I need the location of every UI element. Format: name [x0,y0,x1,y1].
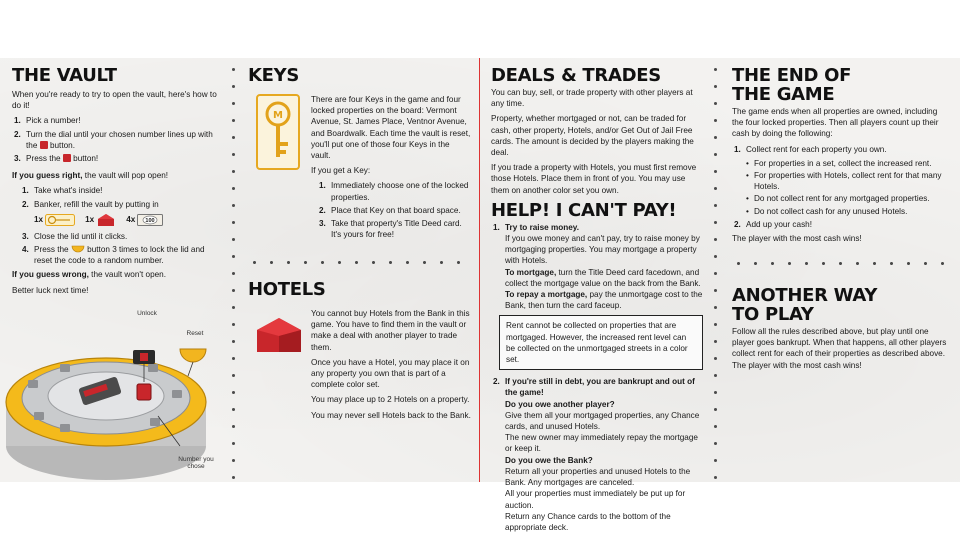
vault-substep-2: 2. Banker, refill the vault by putting in [22,199,159,209]
vault-illustration [0,306,225,482]
keys-step-2: 2. Place that Key on that board space. [319,205,461,215]
cantpay-title: HELP! I CAN'T PAY! [491,199,677,221]
end-steps-2 [732,219,947,230]
refill-items [34,213,217,227]
label-unlock: Unlock [137,310,157,317]
end-step-2: 2. Add up your cash! [734,219,812,229]
end-title: THE END OF THE GAME [732,65,852,105]
end-steps [732,144,947,155]
cantpay-step-2: 2. If you're still in debt, you are bankrupt and out of the game! Do you owe another player? Give them all your mortgaged properties, any Chance cards, and unused Hotels. The new owner may immediately repay the mortgage or keep it. Do you owe the Bank? Return all your properties and unused Hotels to the Bank. Any mortgages are canceled. All your properties must immediately be put up for auction. Return any Chance cards to the bottom of the appropriate deck. [493,377,700,532]
end-bullet-4: • Do not collect cash for any unused Hotels. [746,206,947,217]
svg-text:M: M [273,110,283,121]
reset-button-icon [71,245,85,253]
keys-para: There are four Keys in the game and four locked properties on the board: Vermont Avenue, St. James Place, Ventnor Avenue, and Boardwalk. Each time the vault is reset, you'll put one of those four Keys in the vault. [311,95,471,161]
dotted-divider-right [714,68,716,478]
hotels-p4: You may never sell Hotels back to the Bank. [311,410,471,420]
rulebook-spread [0,58,960,532]
key-card-image [256,94,300,170]
keys-if-get: If you get a Key: [311,166,371,176]
vault-substeps-cont [20,231,217,267]
keys-body [311,94,471,243]
red-button-icon [63,154,71,162]
cantpay-steps-2 [491,376,703,533]
another-section [732,286,947,375]
gold-key-icon [258,96,298,168]
vault-section [12,66,217,300]
vault-substep-1: 1. Take what's inside! [22,186,103,196]
end-step-1: 1. Collect rent for each property you own. [734,144,887,154]
label-number-you-chose: Number you chose [178,456,214,470]
red-button-icon [40,141,48,149]
vault-substep-3: 3. Close the lid until it clicks. [22,231,128,241]
cantpay-step-1: 1. Try to raise money. If you owe money and can't pay, try to raise money by mortgaging properties. You may mortgage a property with Hotels. To mortgage, turn the Title Deed card facedown, and collect the mortgage value on the back from the Bank. To repay a mortgage, pay the unmortgage cost to the Bank, then turn the card faceup. [493,222,703,311]
hotels-p2: Once you have a Hotel, you may place it on any property you own that is part of a complete color set. [311,357,470,390]
keys-steps [317,180,471,240]
vault-intro: When you're ready to try to open the vault, here's how to do it! [12,90,217,111]
end-bullet-1: • For properties in a set, collect the increased rent. [746,158,947,169]
end-winner: The player with the most cash wins! [732,234,862,244]
better-luck: Better luck next time! [12,285,89,295]
end-section [732,66,947,248]
cantpay-steps [491,222,703,312]
guess-right-line: If you guess right, the vault will pop open! [12,171,169,181]
refill-cash: 4x 100 [126,214,163,226]
deals-title: DEALS & TRADES [491,65,661,86]
vault-substeps [20,185,217,209]
vault-steps [12,115,217,164]
deals-p2: Property, whether mortgaged or not, can be traded for cash, other property, Hotels, and/or Get Out of Jail Free cards. The amount is decided by the players making the deal. [491,114,694,158]
hotel-piece-image [255,316,303,354]
keys-step-1: 1. Immediately choose one of the locked properties. [319,181,469,202]
cash-value: 100 [145,217,155,224]
another-title: ANOTHER WAY TO PLAY [732,285,878,325]
end-intro: The game ends when all properties are owned, including the four locked properties. Then all players count up their cash by doing the following: [732,107,939,139]
hotels-p1: You cannot buy Hotels from the Bank in this game. You have to find them in the vault or make a deal with another player to trade them. [311,309,470,352]
end-bullet-2: • For properties with Hotels, collect rent for that many Hotels. [746,170,947,192]
guess-wrong-line: If you guess wrong, the vault won't open. [12,270,167,280]
vault-substep-4: 4. Press the button 3 times to lock the lid and reset the code to a random number. [22,245,205,266]
hotels-section [248,280,470,303]
refill-hotel: 1x [85,213,116,227]
vault-step-1: 1. Pick a number! [14,116,81,126]
vault-title: THE VAULT [12,65,117,86]
hotels-title: HOTELS [248,279,326,300]
another-text: Follow all the rules described above, but play until one player goes bankrupt. When that happens, all other players collect rent for each of their properties as described above. The player with the most cash wins! [732,327,947,370]
dotted-divider-end-another [730,262,945,265]
hotel-icon [96,213,116,227]
mortgage-rent-note: Rent cannot be collected on properties that are mortgaged. However, the increased rent level can be collected on the unmortgaged streets in a color set. [499,315,703,370]
deals-section [491,66,703,536]
page-fold-line [479,58,480,482]
key-icon [45,214,75,226]
cash-bill-icon [137,214,163,226]
deals-p3: If you trade a property with Hotels, you must first remove those Hotels. Place them in front of you. You may use them on another color set you own. [491,163,697,195]
hotels-body [311,308,471,425]
keys-section [248,66,470,89]
label-reset: Reset [186,330,204,337]
keys-step-3: 3. Take that property's Title Deed card. It's yours for free! [319,219,462,240]
vault-step-3: 3. Press the button! [14,154,99,164]
hotels-p3: You may place up to 2 Hotels on a property. [311,395,470,405]
vault-step-2: 2. Turn the dial until your chosen number lines up with the button. [14,129,213,150]
refill-key: 1x [34,214,75,226]
dotted-divider-left [232,68,234,478]
deals-p1: You can buy, sell, or trade property with other players at any time. [491,88,693,109]
end-bullets [732,158,947,217]
dotted-divider-keys-hotels [246,261,468,264]
end-bullet-3: • Do not collect rent for any mortgaged properties. [746,193,947,204]
keys-title: KEYS [248,65,300,86]
